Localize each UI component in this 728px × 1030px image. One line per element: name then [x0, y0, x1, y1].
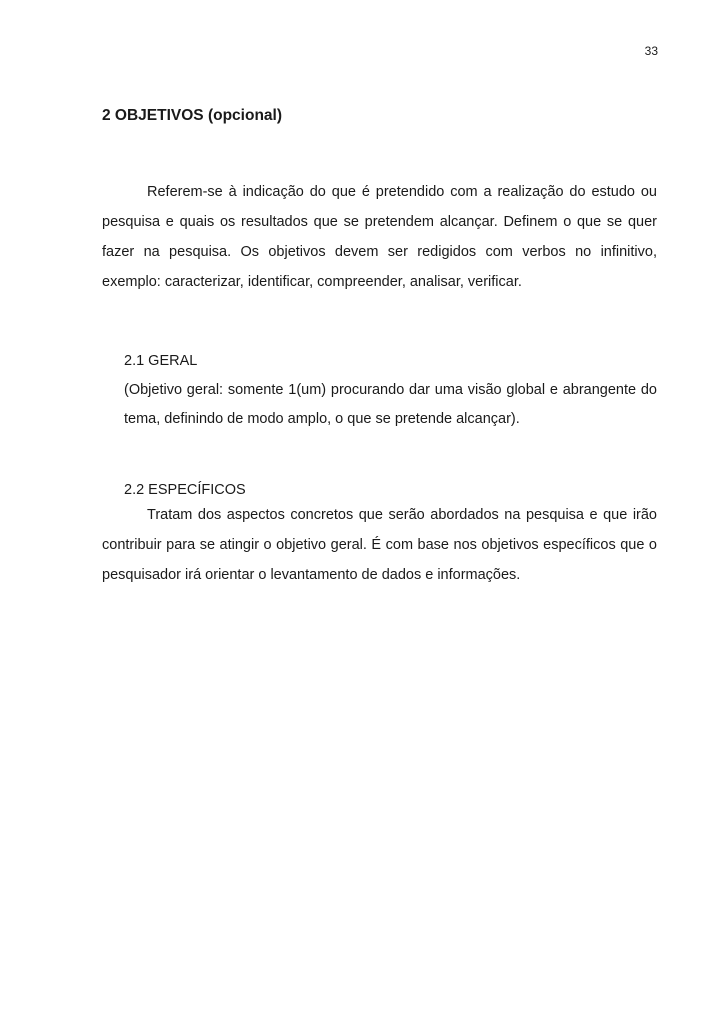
section-heading-especificos: 2.2 ESPECÍFICOS: [124, 482, 246, 498]
intro-paragraph: Referem-se à indicação do que é pretendido com a realização do estudo ou pesquisa e quais os resultados que se pretendem alcançar. Definem o que se quer fazer na pesquisa. Os objetivos devem ser redigidos com verbos no infinitivo, exemplo: caracterizar, identificar, compreender, analisar, verificar.: [102, 184, 657, 290]
page-number: 33: [644, 44, 658, 58]
section-body-especificos: Tratam dos aspectos concretos que serão abordados na pesquisa e que irão contribuir para se atingir o objetivo geral. É com base nos objetivos específicos que o pesquisador irá orientar o levantamento de dados e informações.: [102, 507, 657, 583]
section-heading-geral: 2.1 GERAL: [124, 353, 198, 369]
section-geral: [124, 347, 657, 434]
chapter-title: 2 OBJETIVOS (opcional): [102, 107, 282, 124]
section-body-geral: (Objetivo geral: somente 1(um) procurando dar uma visão global e abrangente do tema, definindo de modo amplo, o que se pretende alcançar).: [124, 382, 657, 427]
